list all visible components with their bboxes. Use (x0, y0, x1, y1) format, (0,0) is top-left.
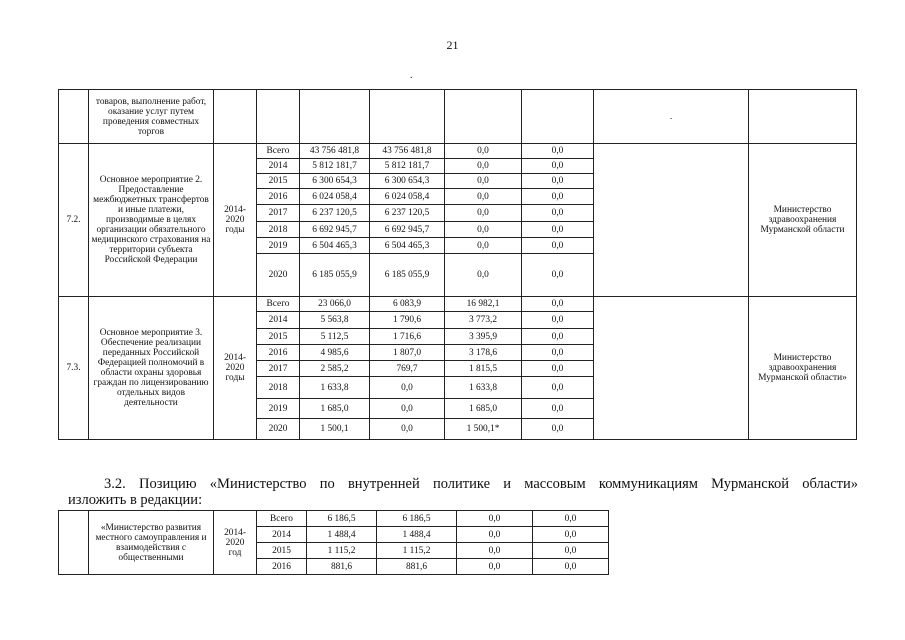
other-cell: 0,0 (533, 559, 609, 575)
total-cell: 1 488,4 (307, 527, 377, 543)
year-cell: 2019 (257, 238, 300, 254)
regional-cell: 6 083,9 (370, 297, 445, 312)
total-cell: 1 685,0 (300, 399, 370, 419)
federal-cell: 0,0 (445, 159, 522, 174)
table-row (59, 297, 857, 312)
center-mark: . (594, 90, 749, 144)
measure-period: 2014- 2020 годы (214, 297, 257, 440)
cell-empty (59, 90, 89, 144)
total-cell: 6 692 945,7 (300, 222, 370, 238)
year-cell: 2015 (257, 543, 307, 559)
bottom-table (58, 510, 609, 575)
total-cell: 881,6 (307, 559, 377, 575)
executor-cell: Министерство здравоохранения Мурманской области» (749, 297, 857, 440)
regional-cell: 6 237 120,5 (370, 205, 445, 222)
federal-cell: 0,0 (445, 238, 522, 254)
cell-empty (300, 90, 370, 144)
year-cell: Всего (257, 144, 300, 159)
year-cell: 2016 (257, 559, 307, 575)
regional-cell: 1 115,2 (377, 543, 457, 559)
regional-cell: 43 756 481,8 (370, 144, 445, 159)
regional-cell: 6 504 465,3 (370, 238, 445, 254)
regional-cell: 6 186,5 (377, 511, 457, 527)
page-number: 21 (446, 38, 459, 52)
federal-cell: 1 685,0 (445, 399, 522, 419)
other-cell: 0,0 (522, 361, 594, 377)
year-cell: 2019 (257, 399, 300, 419)
year-cell: 2016 (257, 345, 300, 361)
year-cell: 2015 (257, 174, 300, 189)
total-cell: 6 300 654,3 (300, 174, 370, 189)
total-cell: 4 985,6 (300, 345, 370, 361)
regional-cell: 5 812 181,7 (370, 159, 445, 174)
total-cell: 5 563,8 (300, 312, 370, 329)
table-row (59, 90, 857, 144)
federal-cell: 1 633,8 (445, 377, 522, 399)
federal-cell: 0,0 (457, 511, 533, 527)
year-cell: 2018 (257, 222, 300, 238)
other-cell: 0,0 (522, 205, 594, 222)
other-cell: 0,0 (522, 419, 594, 440)
cell-empty (594, 144, 749, 297)
total-cell: 6 504 465,3 (300, 238, 370, 254)
program-table-body (59, 90, 857, 440)
total-cell: 1 115,2 (307, 543, 377, 559)
bottom-table-body (59, 511, 609, 575)
federal-cell: 0,0 (445, 254, 522, 297)
year-cell: 2018 (257, 377, 300, 399)
amendment-line-2: изложить в редакции: (68, 492, 203, 508)
total-cell: 6 185 055,9 (300, 254, 370, 297)
regional-cell: 1 807,0 (370, 345, 445, 361)
measure-name: Основное мероприятие 3. Обеспечение реализации переданных Российской Федерацией полномочий в области охраны здоровья граждан по лицензированию отдельных видов деятельности (89, 297, 214, 440)
year-cell: 2014 (257, 159, 300, 174)
other-cell: 0,0 (522, 174, 594, 189)
cell-empty (749, 90, 857, 144)
table-row (59, 511, 609, 527)
total-cell: 6 186,5 (307, 511, 377, 527)
other-cell: 0,0 (522, 345, 594, 361)
other-cell: 0,0 (533, 527, 609, 543)
federal-cell: 0,0 (445, 144, 522, 159)
federal-cell: 3 773,2 (445, 312, 522, 329)
federal-cell: 0,0 (445, 174, 522, 189)
federal-cell: 0,0 (457, 559, 533, 575)
total-cell: 23 066,0 (300, 297, 370, 312)
other-cell: 0,0 (522, 297, 594, 312)
regional-cell: 1 488,4 (377, 527, 457, 543)
federal-cell: 0,0 (445, 222, 522, 238)
federal-cell: 16 982,1 (445, 297, 522, 312)
cell-empty (59, 511, 89, 575)
other-cell: 0,0 (522, 399, 594, 419)
federal-cell: 0,0 (445, 189, 522, 205)
year-cell: Всего (257, 511, 307, 527)
year-cell: 2014 (257, 527, 307, 543)
year-cell: Всего (257, 297, 300, 312)
federal-cell: 0,0 (457, 543, 533, 559)
measure-name: «Министерство развития местного самоуправления и взаимодействия с общественными (89, 511, 214, 575)
cell-empty (522, 90, 594, 144)
regional-cell: 6 300 654,3 (370, 174, 445, 189)
table-row (59, 144, 857, 159)
measure-period: 2014- 2020 год (214, 511, 257, 575)
measure-name-fragment: товаров, выполнение работ, оказание услуг путем проведения совместных торгов (89, 90, 214, 144)
federal-cell: 3 395,9 (445, 329, 522, 345)
regional-cell: 0,0 (370, 377, 445, 399)
regional-cell: 6 185 055,9 (370, 254, 445, 297)
regional-cell: 6 024 058,4 (370, 189, 445, 205)
amendment-paragraph (68, 476, 858, 508)
other-cell: 0,0 (522, 329, 594, 345)
year-cell: 2016 (257, 189, 300, 205)
executor-cell: Министерство здравоохранения Мурманской области (749, 144, 857, 297)
total-cell: 2 585,2 (300, 361, 370, 377)
year-cell: 2020 (257, 254, 300, 297)
measure-number: 7.3. (59, 297, 89, 440)
year-cell: 2015 (257, 329, 300, 345)
measure-number: 7.2. (59, 144, 89, 297)
other-cell: 0,0 (522, 159, 594, 174)
year-cell: 2017 (257, 361, 300, 377)
total-cell: 1 500,1 (300, 419, 370, 440)
federal-cell: 1 500,1* (445, 419, 522, 440)
cell-empty (370, 90, 445, 144)
other-cell: 0,0 (533, 543, 609, 559)
year-cell: 2014 (257, 312, 300, 329)
measure-period: 2014- 2020 годы (214, 144, 257, 297)
stray-dot: . (410, 70, 413, 81)
other-cell: 0,0 (522, 144, 594, 159)
other-cell: 0,0 (522, 189, 594, 205)
year-cell: 2017 (257, 205, 300, 222)
cell-empty (214, 90, 257, 144)
program-table (58, 89, 857, 440)
federal-cell: 0,0 (445, 205, 522, 222)
other-cell: 0,0 (522, 238, 594, 254)
federal-cell: 3 178,6 (445, 345, 522, 361)
other-cell: 0,0 (522, 222, 594, 238)
regional-cell: 6 692 945,7 (370, 222, 445, 238)
total-cell: 5 812 181,7 (300, 159, 370, 174)
cell-empty (445, 90, 522, 144)
total-cell: 6 237 120,5 (300, 205, 370, 222)
other-cell: 0,0 (522, 312, 594, 329)
cell-empty (594, 297, 749, 440)
total-cell: 1 633,8 (300, 377, 370, 399)
regional-cell: 1 790,6 (370, 312, 445, 329)
amendment-line-1: 3.2. Позицию «Министерство по внутренней политике и массовым коммуникациям Мурманской области» (104, 476, 858, 492)
total-cell: 5 112,5 (300, 329, 370, 345)
regional-cell: 0,0 (370, 419, 445, 440)
other-cell: 0,0 (522, 377, 594, 399)
federal-cell: 1 815,5 (445, 361, 522, 377)
regional-cell: 0,0 (370, 399, 445, 419)
regional-cell: 1 716,6 (370, 329, 445, 345)
total-cell: 6 024 058,4 (300, 189, 370, 205)
measure-name: Основное мероприятие 2. Предоставление межбюджетных трансфертов и иные платежи, производимые в целях организации обязательного медицинского страхования на территории субъекта Российской Федерации (89, 144, 214, 297)
other-cell: 0,0 (522, 254, 594, 297)
regional-cell: 881,6 (377, 559, 457, 575)
other-cell: 0,0 (533, 511, 609, 527)
regional-cell: 769,7 (370, 361, 445, 377)
total-cell: 43 756 481,8 (300, 144, 370, 159)
cell-empty (257, 90, 300, 144)
federal-cell: 0,0 (457, 527, 533, 543)
year-cell: 2020 (257, 419, 300, 440)
